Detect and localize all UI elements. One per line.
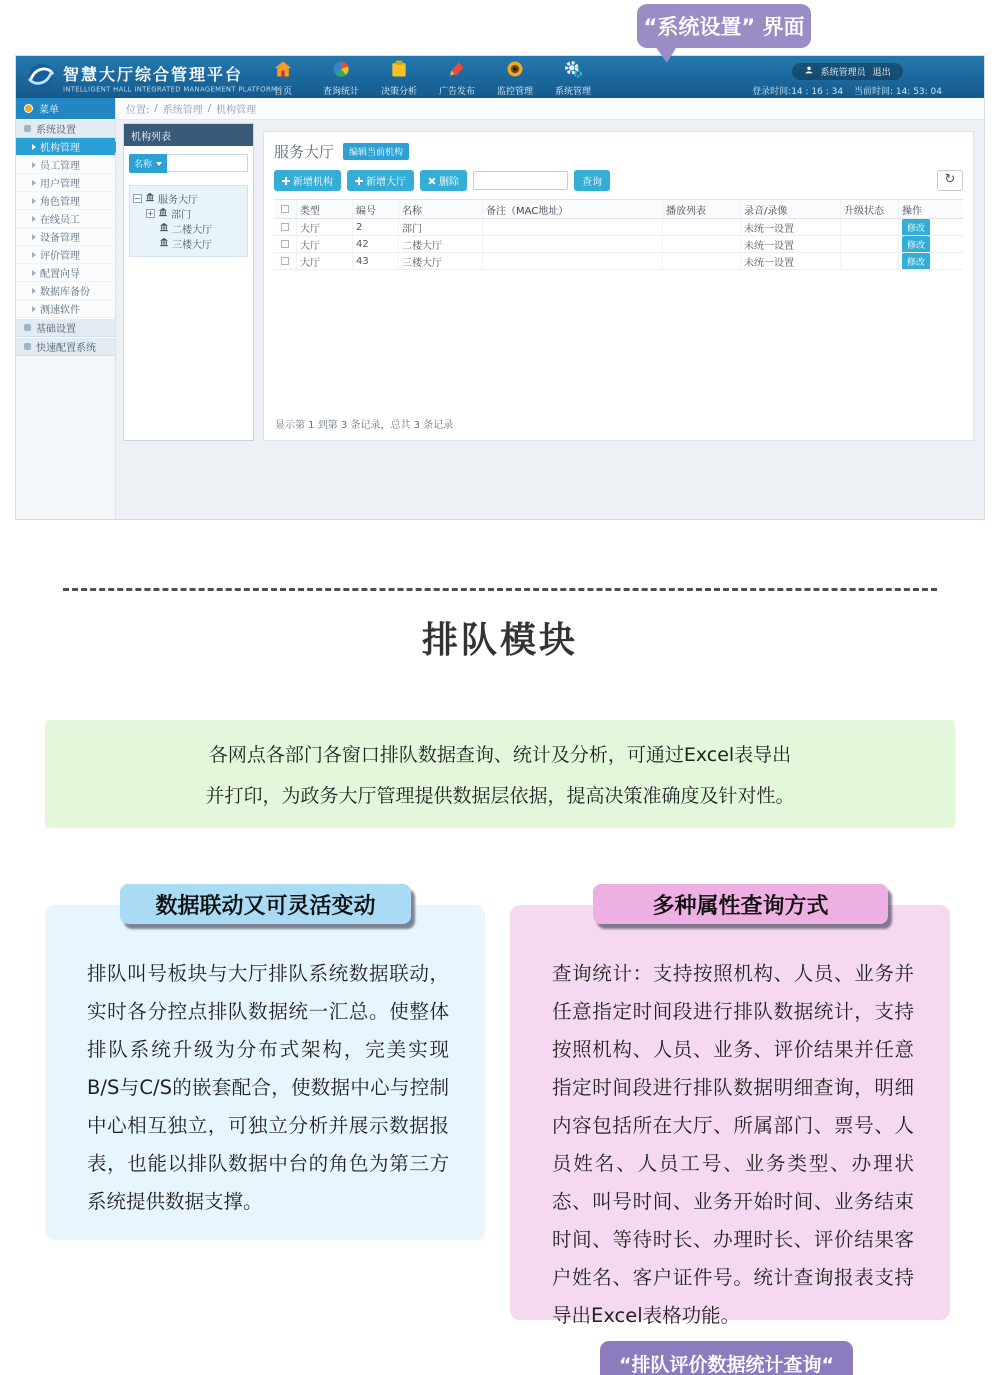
sidebar-item-label: 数据库备份 <box>40 287 90 298</box>
cell-upgrade <box>840 236 898 252</box>
sidebar-item-org-management[interactable] <box>16 138 115 156</box>
bullet-icon <box>32 162 36 168</box>
cell-playlist <box>662 253 740 269</box>
sidebar-item-label: 评价管理 <box>40 251 80 262</box>
tree-node-label: 二楼大厅 <box>172 225 212 236</box>
clipboard-icon <box>389 59 409 83</box>
pie-chart-icon <box>331 59 351 83</box>
bullet-icon <box>32 288 36 294</box>
org-list-panel <box>123 123 254 441</box>
select-all-checkbox[interactable] <box>281 205 289 213</box>
tree-node-label: 部门 <box>171 210 191 221</box>
nav-ad-publish[interactable] <box>428 59 486 97</box>
add-hall-button[interactable] <box>347 170 414 191</box>
building-icon <box>158 207 168 220</box>
nav-label: 查询统计 <box>322 87 359 97</box>
sidebar-item-user-management[interactable] <box>16 174 115 192</box>
building-icon <box>159 237 169 250</box>
breadcrumb-prefix: 位置: <box>126 105 150 116</box>
service-hall-panel <box>263 131 974 441</box>
row-checkbox[interactable] <box>281 240 289 248</box>
cell-name: 二楼大厅 <box>398 236 482 252</box>
nav-label: 广告发布 <box>438 87 475 97</box>
cell-type: 大厅 <box>296 236 352 252</box>
org-panel-title: 机构列表 <box>124 124 253 146</box>
add-org-button[interactable] <box>274 170 341 191</box>
nav-label: 系统管理 <box>554 87 591 97</box>
card-header-query-modes: 多种属性查询方式 <box>593 884 888 924</box>
button-label: 删除 <box>439 177 459 188</box>
cell-type: 大厅 <box>296 219 352 235</box>
chevron-down-icon <box>156 162 162 166</box>
admin-screenshot <box>15 55 985 520</box>
cell-playlist <box>662 236 740 252</box>
table-row <box>274 236 963 253</box>
bullet-icon <box>32 180 36 186</box>
nav-monitor-management[interactable] <box>486 59 544 97</box>
col-header-type: 类型 <box>296 200 352 218</box>
sidebar-menu-header <box>16 98 115 119</box>
logo-swirl-icon <box>26 61 56 95</box>
user-pill[interactable] <box>792 63 903 80</box>
top-nav <box>254 59 602 97</box>
sidebar-item-speed-test[interactable] <box>16 300 115 318</box>
query-button[interactable] <box>574 170 610 191</box>
breadcrumb-sep: / <box>154 103 158 114</box>
cell-upgrade <box>840 253 898 269</box>
col-header-name: 名称 <box>398 200 482 218</box>
cell-type: 大厅 <box>296 253 352 269</box>
cell-upgrade <box>840 219 898 235</box>
tree-node-department[interactable] <box>133 206 244 221</box>
callout-tail <box>651 46 677 63</box>
modify-button[interactable]: 修改 <box>902 236 930 252</box>
col-header-note: 备注（MAC地址） <box>482 200 662 218</box>
records-summary: 显示第 1 到第 3 条记录，总共 3 条记录 <box>275 420 454 431</box>
bullet-icon <box>32 234 36 240</box>
breadcrumb-level2[interactable]: 机构管理 <box>216 105 257 116</box>
bullet-icon <box>32 306 36 312</box>
nav-home[interactable] <box>254 59 312 97</box>
cell-playlist <box>662 219 740 235</box>
cell-record: 未统一设置 <box>740 219 840 235</box>
expand-icon[interactable]: + <box>147 209 154 218</box>
modify-button[interactable]: 修改 <box>902 219 930 235</box>
col-header-upgrade: 升级状态 <box>840 200 898 218</box>
card-data-linkage <box>45 905 485 1240</box>
cell-name: 三楼大厅 <box>398 253 482 269</box>
menu-dot-icon <box>24 104 33 113</box>
name-filter-button[interactable] <box>129 154 167 173</box>
callout-top-text: “系统设置” 界面 <box>643 15 805 39</box>
ad-tag-icon <box>447 59 467 83</box>
tree-node-second-floor[interactable] <box>133 221 244 236</box>
card-body-text: 排队叫号板块与大厅排队系统数据联动，实时各分控点排队数据统一汇总。使整体排队系统升级为分布式架构，完美实现B/S与C/S的嵌套配合，使数据中心与控制中心相互独立，可独立分析并展示数据报表，也能以排队数据中台的角色为第三方系统提供数据支撑。 <box>87 962 449 1214</box>
sidebar-item-role-management[interactable] <box>16 192 115 210</box>
sidebar-item-database-backup[interactable] <box>16 282 115 300</box>
nav-query-stats[interactable] <box>312 59 370 97</box>
org-tree <box>129 185 248 257</box>
nav-label: 首页 <box>273 87 292 97</box>
cell-note <box>482 253 662 269</box>
bullet-icon <box>32 198 36 204</box>
app-subtitle: INTELLIGENT HALL INTEGRATED MANAGEMENT PLATFORM <box>63 85 278 94</box>
sidebar-item-label: 配置向导 <box>40 269 80 280</box>
cell-record: 未统一设置 <box>740 236 840 252</box>
org-search-input[interactable] <box>167 154 248 172</box>
card-query-modes <box>510 905 950 1328</box>
group-icon <box>24 125 31 132</box>
toolbar <box>264 165 973 199</box>
sidebar-item-label: 员工管理 <box>40 161 80 172</box>
bullet-icon <box>32 252 36 258</box>
sidebar-group-basic-settings[interactable] <box>16 318 115 337</box>
tree-node-third-floor[interactable] <box>133 236 244 251</box>
col-header-playlist: 播放列表 <box>662 200 740 218</box>
sidebar-item-label: 设备管理 <box>40 233 80 244</box>
card-body-text: 查询统计：支持按照机构、人员、业务并任意指定时间段进行排队数据统计，支持按照机构、人员、业务、评价结果并任意指定时间段进行排队数据明细查询，明细内容包括所在大厅、所属部门、票号、人员姓名、人员工号、业务类型、办理状态、叫号时间、业务开始时间、业务结束时间、等待时长、办理时长、评价结果客户姓名、客户证件号。统计查询报表支持导出Excel表格功能。 <box>552 962 914 1328</box>
col-header-record: 录音/录像 <box>740 200 840 218</box>
filter-label: 名称 <box>134 160 153 170</box>
summary-line-1: 各网点各部门各窗口排队数据查询、统计及分析，可通过Excel表导出 <box>208 744 792 766</box>
sidebar-item-device-management[interactable] <box>16 228 115 246</box>
home-icon <box>273 59 293 83</box>
sidebar-item-online-staff[interactable] <box>16 210 115 228</box>
breadcrumb <box>116 98 984 120</box>
sidebar-item-staff-management[interactable] <box>16 156 115 174</box>
nav-decision-analysis[interactable] <box>370 59 428 97</box>
gear-icon <box>563 59 583 83</box>
collapse-icon[interactable]: − <box>134 194 141 203</box>
dashed-divider <box>63 588 937 591</box>
building-icon <box>159 222 169 235</box>
login-time: 登录时间:14 : 16 : 34 <box>752 87 844 97</box>
cell-note <box>482 219 662 235</box>
row-checkbox[interactable] <box>281 257 289 265</box>
tree-node-label: 服务大厅 <box>158 195 198 206</box>
button-label: 新增大厅 <box>366 177 406 188</box>
button-label: 新增机构 <box>293 177 333 188</box>
group-label: 快速配置系统 <box>36 343 96 354</box>
current-time: 当前时间: 14: 53: 04 <box>853 87 942 97</box>
camera-lens-icon <box>505 59 525 83</box>
cell-name: 部门 <box>398 219 482 235</box>
refresh-button[interactable]: ↻ <box>937 170 963 191</box>
nav-system-management[interactable] <box>544 59 602 97</box>
group-icon <box>24 324 31 331</box>
person-icon <box>804 65 814 78</box>
tree-node-service-hall[interactable] <box>133 191 244 206</box>
panel-title: 服务大厅 <box>274 143 335 161</box>
plus-icon <box>282 177 290 185</box>
logout-link[interactable]: 退出 <box>872 68 891 78</box>
table-row <box>274 219 963 236</box>
breadcrumb-level1[interactable]: 系统管理 <box>162 105 203 116</box>
nav-label: 监控管理 <box>496 87 533 97</box>
sidebar-item-evaluation-management[interactable] <box>16 246 115 264</box>
sidebar-item-label: 角色管理 <box>40 197 80 208</box>
breadcrumb-sep: / <box>207 103 212 114</box>
callout-system-settings <box>637 4 811 48</box>
delete-button[interactable] <box>420 170 467 191</box>
user-name: 系统管理员 <box>820 68 866 78</box>
group-label: 基础设置 <box>36 324 76 335</box>
summary-line-2: 并打印，为政务大厅管理提供数据层依据，提高决策准确度及针对性。 <box>205 785 795 807</box>
button-label: 查询 <box>582 177 602 188</box>
edit-current-org-badge[interactable]: 编辑当前机构 <box>343 143 409 160</box>
bullet-icon <box>32 216 36 222</box>
x-icon <box>428 177 436 185</box>
sidebar-group-system-settings[interactable] <box>16 119 115 138</box>
cell-code: 42 <box>352 236 398 252</box>
cell-note <box>482 236 662 252</box>
content-area <box>116 98 984 519</box>
user-area <box>748 60 946 97</box>
bullet-icon <box>32 270 36 276</box>
cell-record: 未统一设置 <box>740 253 840 269</box>
sidebar-item-config-wizard[interactable] <box>16 264 115 282</box>
col-header-action: 操作 <box>898 200 963 218</box>
group-label: 系统设置 <box>36 125 76 136</box>
summary-box <box>45 720 955 828</box>
cell-code: 43 <box>352 253 398 269</box>
table-header-row <box>274 200 963 219</box>
bullet-icon <box>32 144 36 150</box>
card-header-data-linkage: 数据联动又可灵活变动 <box>120 884 411 924</box>
section-title: 排队模块 <box>421 620 578 661</box>
tree-node-label: 三楼大厅 <box>172 240 212 251</box>
time-info <box>748 84 946 97</box>
plus-icon <box>355 177 363 185</box>
building-icon <box>145 192 155 205</box>
sidebar-item-label: 测速软件 <box>40 305 80 316</box>
sidebar-group-quick-config[interactable] <box>16 337 115 356</box>
sidebar-item-label: 在线员工 <box>40 215 80 226</box>
sidebar-item-label: 机构管理 <box>40 143 80 154</box>
sidebar-item-label: 用户管理 <box>40 179 80 190</box>
cell-code: 2 <box>352 219 398 235</box>
modify-button[interactable]: 修改 <box>902 253 930 269</box>
halls-table <box>274 199 963 270</box>
callout-queue-evaluation: “排队评价数据统计查询“ <box>600 1341 853 1375</box>
sidebar <box>16 98 116 519</box>
app-header <box>16 56 984 98</box>
app-title: 智慧大厅综合管理平台 <box>63 65 244 84</box>
nav-label: 决策分析 <box>380 87 417 97</box>
row-checkbox[interactable] <box>281 223 289 231</box>
table-row <box>274 253 963 270</box>
menu-title: 菜单 <box>39 105 59 116</box>
group-icon <box>24 343 31 350</box>
col-header-code: 编号 <box>352 200 398 218</box>
table-search-input[interactable] <box>473 171 568 190</box>
